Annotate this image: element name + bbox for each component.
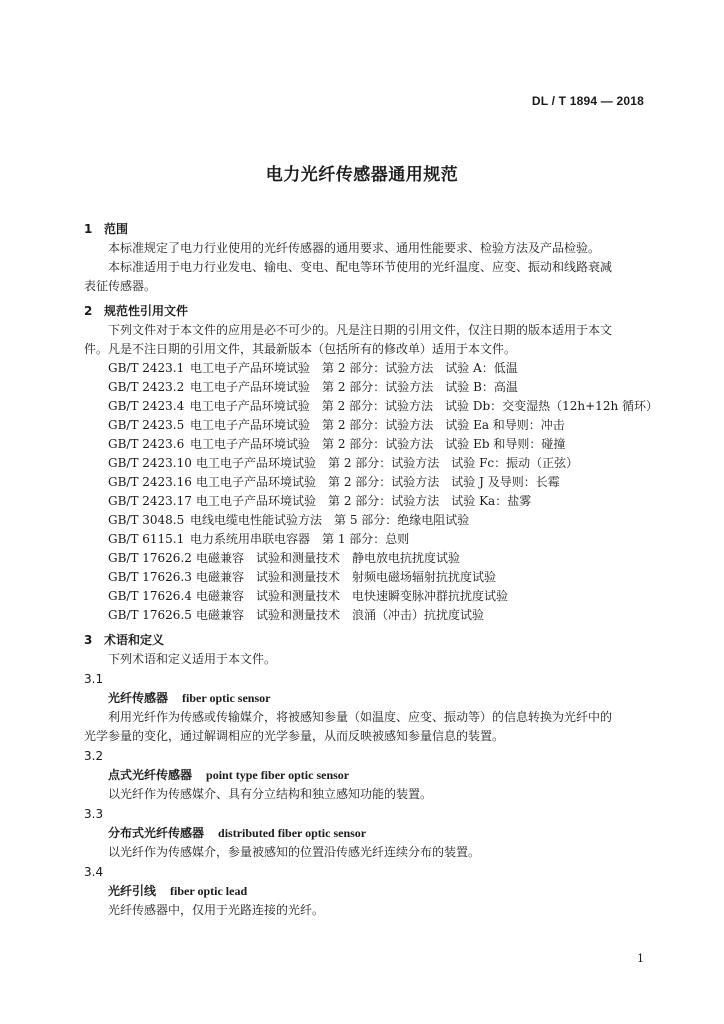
paragraph: 本标准适用于电力行业发电、输电、变电、配电等环节使用的光纤温度、应变、振动和线路衰减 [108, 260, 613, 274]
reference-title: 电工电子产品环境试验 第 2 部分：试验方法 试验 Eb 和导则：碰撞 [190, 437, 566, 451]
paragraph: 下列术语和定义适用于本文件。 [108, 652, 277, 666]
term-number: 3.1 [84, 672, 104, 686]
reference-title: 电磁兼容 试验和测量技术 静电放电抗扰度试验 [196, 551, 461, 565]
paragraph-continuation: 件。凡是不注日期的引用文件，其最新版本（包括所有的修改单）适用于本文件。 [84, 342, 517, 356]
reference-item [84, 587, 658, 606]
reference-title: 电工电子产品环境试验 第 2 部分：试验方法 试验 Ea 和导则：冲击 [190, 418, 565, 432]
reference-code: GB/T 2423.4 [108, 399, 185, 413]
reference-item [84, 473, 658, 492]
reference-code: GB/T 6115.1 [108, 532, 185, 546]
section-number: 2 [84, 304, 93, 318]
reference-item [84, 511, 658, 530]
reference-code: GB/T 17626.4 [108, 589, 192, 603]
term-en: point type fiber optic sensor [206, 768, 350, 782]
reference-item [84, 416, 658, 435]
reference-item [84, 492, 658, 511]
term-definition: 以光纤作为传感媒介，参量被感知的位置沿传感光纤连续分布的装置。 [108, 845, 481, 859]
section-number: 3 [84, 633, 93, 647]
reference-title: 电工电子产品环境试验 第 2 部分：试验方法 试验 J 及导则：长霉 [196, 475, 560, 489]
paragraph: 下列文件对于本文件的应用是必不可少的。凡是注日期的引用文件，仅注日期的版本适用于本文 [108, 323, 613, 337]
page-title: 电力光纤传感器通用规范 [265, 165, 459, 185]
reference-code: GB/T 2423.6 [108, 437, 185, 451]
reference-title: 电磁兼容 试验和测量技术 射频电磁场辐射抗扰度试验 [196, 570, 497, 584]
term-definition: 以光纤作为传感媒介、具有分立结构和独立感知功能的装置。 [108, 787, 433, 801]
reference-item [84, 549, 658, 568]
term-number: 3.4 [84, 865, 104, 879]
term-definition: 光纤传感器中，仅用于光路连接的光纤。 [108, 903, 325, 917]
term-zh: 光纤传感器 [108, 691, 169, 705]
reference-code: GB/T 2423.17 [108, 494, 192, 508]
reference-title: 电线电缆电性能试验方法 第 5 部分：绝缘电阻试验 [190, 513, 470, 527]
section-title: 范围 [104, 222, 129, 236]
reference-code: GB/T 2423.10 [108, 456, 192, 470]
section-3-heading [84, 631, 658, 650]
section-1-heading [84, 220, 658, 239]
reference-code: GB/T 2423.2 [108, 380, 185, 394]
term-zh: 光纤引线 [108, 884, 157, 898]
reference-code: GB/T 17626.5 [108, 608, 192, 622]
term-heading [84, 824, 658, 843]
reference-title: 电磁兼容 试验和测量技术 电快速瞬变脉冲群抗扰度试验 [196, 589, 509, 603]
reference-title: 电工电子产品环境试验 第 2 部分：试验方法 试验 A：低温 [190, 361, 518, 375]
paragraph: 本标准规定了电力行业使用的光纤传感器的通用要求、通用性能要求、检验方法及产品检验。 [108, 241, 601, 255]
term-heading [84, 882, 658, 901]
term-definition: 利用光纤作为传感或传输媒介，将被感知参量（如温度、应变、振动等）的信息转换为光纤中的 [108, 710, 613, 724]
reference-title: 电工电子产品环境试验 第 2 部分：试验方法 试验 Ka：盐雾 [196, 494, 532, 508]
term-zh: 分布式光纤传感器 [108, 826, 205, 840]
paragraph-continuation: 表征传感器。 [84, 279, 157, 293]
reference-item [84, 606, 658, 625]
term-number: 3.2 [84, 749, 104, 763]
term-heading [84, 689, 658, 708]
reference-code: GB/T 2423.5 [108, 418, 185, 432]
reference-item [84, 568, 658, 587]
reference-item [84, 359, 658, 378]
page-number: 1 [637, 952, 644, 965]
section-title: 规范性引用文件 [104, 304, 189, 318]
section-title: 术语和定义 [104, 633, 165, 647]
reference-item [84, 454, 658, 473]
document-code: DL / T 1894 — 2018 [531, 94, 644, 108]
reference-code: GB/T 17626.2 [108, 551, 192, 565]
reference-title: 电力系统用串联电容器 第 1 部分：总则 [190, 532, 410, 546]
reference-code: GB/T 3048.5 [108, 513, 185, 527]
reference-title: 电工电子产品环境试验 第 2 部分：试验方法 试验 Fc：振动（正弦） [196, 456, 579, 470]
term-en: fiber optic lead [170, 884, 248, 898]
reference-title: 电工电子产品环境试验 第 2 部分：试验方法 试验 B：高温 [190, 380, 518, 394]
section-number: 1 [84, 222, 93, 236]
term-en: fiber optic sensor [182, 691, 271, 705]
document-body [84, 220, 658, 920]
reference-list [84, 359, 658, 625]
reference-title: 电工电子产品环境试验 第 2 部分：试验方法 试验 Db：交变湿热（12h+12h 循环） [189, 399, 658, 413]
term-heading [84, 766, 658, 785]
reference-code: GB/T 2423.1 [108, 361, 185, 375]
term-en: distributed fiber optic sensor [218, 826, 367, 840]
reference-code: GB/T 17626.3 [108, 570, 192, 584]
term-definition-continuation: 光学参量的变化，通过解调相应的光学参量，从而反映被感知参量信息的装置。 [84, 729, 505, 743]
reference-item [84, 397, 658, 416]
reference-title: 电磁兼容 试验和测量技术 浪涌（冲击）抗扰度试验 [196, 608, 485, 622]
reference-code: GB/T 2423.16 [108, 475, 192, 489]
term-zh: 点式光纤传感器 [108, 768, 193, 782]
section-2-heading [84, 302, 658, 321]
term-number: 3.3 [84, 807, 104, 821]
reference-item [84, 378, 658, 397]
reference-item [84, 530, 658, 549]
reference-item [84, 435, 658, 454]
